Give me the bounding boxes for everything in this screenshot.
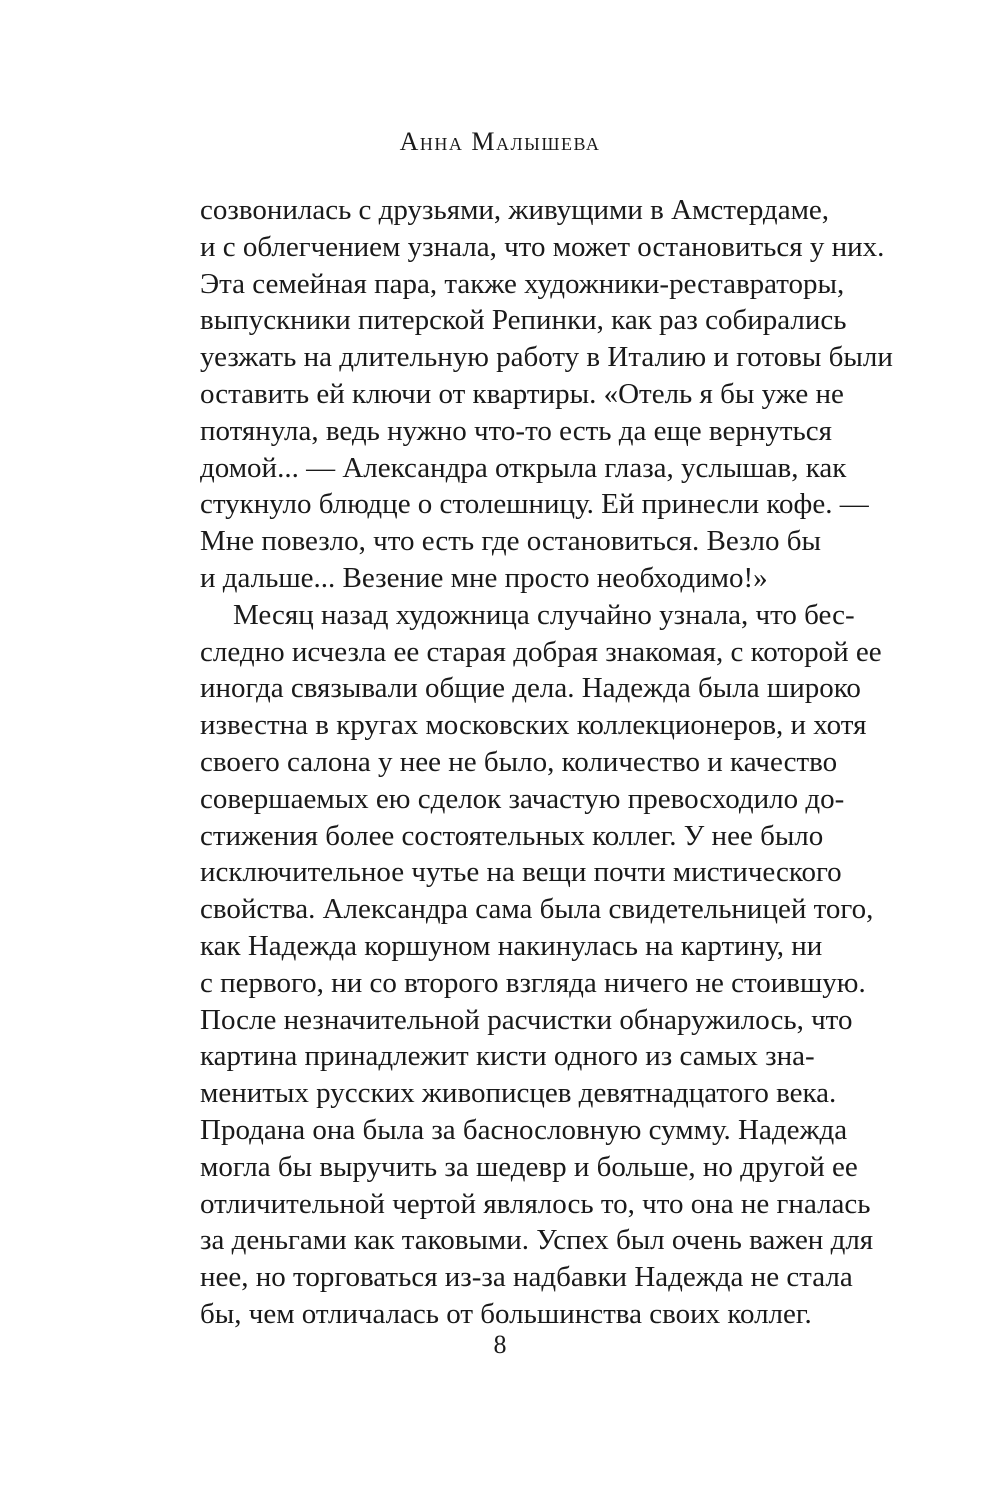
text-line: своего салона у нее не было, количество и качество xyxy=(200,745,838,778)
text-line: нее, но торговаться из-за надбавки Надежда не стала xyxy=(200,1261,853,1294)
text-line: оставить ей ключи от квартиры. «Отель я бы уже не xyxy=(200,377,844,410)
text-line: Эта семейная пара, также художники-реставраторы, xyxy=(200,267,845,300)
page-number: 8 xyxy=(493,1330,507,1359)
text-line: бы, чем отличалась от большинства своих коллег. xyxy=(200,1297,812,1330)
text-line: картина принадлежит кисти одного из самых зна- xyxy=(200,1040,815,1073)
paragraph-2 xyxy=(200,597,882,1333)
text-line: свойства. Александра сама была свидетельницей того, xyxy=(200,893,874,926)
text-line: за деньгами как таковыми. Успех был очень важен для xyxy=(200,1224,874,1257)
text-line: Мне повезло, что есть где остановиться. Везло бы xyxy=(200,525,822,558)
text-line: как Надежда коршуном накинулась на картину, ни xyxy=(200,929,823,962)
text-line: стижения более состоятельных коллег. У нее было xyxy=(200,819,824,852)
text-line: созвонилась с друзьями, живущими в Амстердаме, xyxy=(200,194,830,226)
text-line: уезжать на длительную работу в Италию и готовы были xyxy=(200,341,893,374)
text-line: стукнуло блюдце о столешницу. Ей принесли кофе. — xyxy=(200,488,869,521)
text-line: После незначительной расчистки обнаружилось, что xyxy=(200,1003,853,1036)
text-line: иногда связывали общие дела. Надежда была широко xyxy=(200,672,861,705)
text-line: Продана она была за баснословную сумму. Надежда xyxy=(200,1113,848,1146)
running-head: Анна Малышева xyxy=(399,127,601,156)
text-line: и дальше... Везение мне просто необходимо!» xyxy=(200,561,768,594)
text-line: отличительной чертой являлось то, что она не гналась xyxy=(200,1187,871,1220)
text-line: выпускники питерской Репинки, как раз собирались xyxy=(200,304,847,337)
paragraph-1 xyxy=(200,192,893,597)
body-text xyxy=(200,192,893,1333)
text-line: совершаемых ею сделок зачастую превосходило до- xyxy=(200,782,845,815)
text-line: исключительное чутье на вещи почти мистического xyxy=(200,856,842,889)
text-line: домой... — Александра открыла глаза, услышав, как xyxy=(200,451,847,484)
text-line: известна в кругах московских коллекционеров, и хотя xyxy=(200,709,867,742)
text-line: менитых русских живописцев девятнадцатого века. xyxy=(200,1077,837,1110)
text-line: могла бы выручить за шедевр и больше, но другой ее xyxy=(200,1150,858,1183)
text-line: потянула, ведь нужно что-то есть да еще вернуться xyxy=(200,414,832,447)
text-line: с первого, ни со второго взгляда ничего не стоившую. xyxy=(200,966,866,999)
text-line: Месяц назад художница случайно узнала, что бес- xyxy=(233,598,855,631)
text-line: и с облегчением узнала, что может остановиться у них. xyxy=(200,230,885,263)
text-line: следно исчезла ее старая добрая знакомая, с которой ее xyxy=(200,635,882,668)
